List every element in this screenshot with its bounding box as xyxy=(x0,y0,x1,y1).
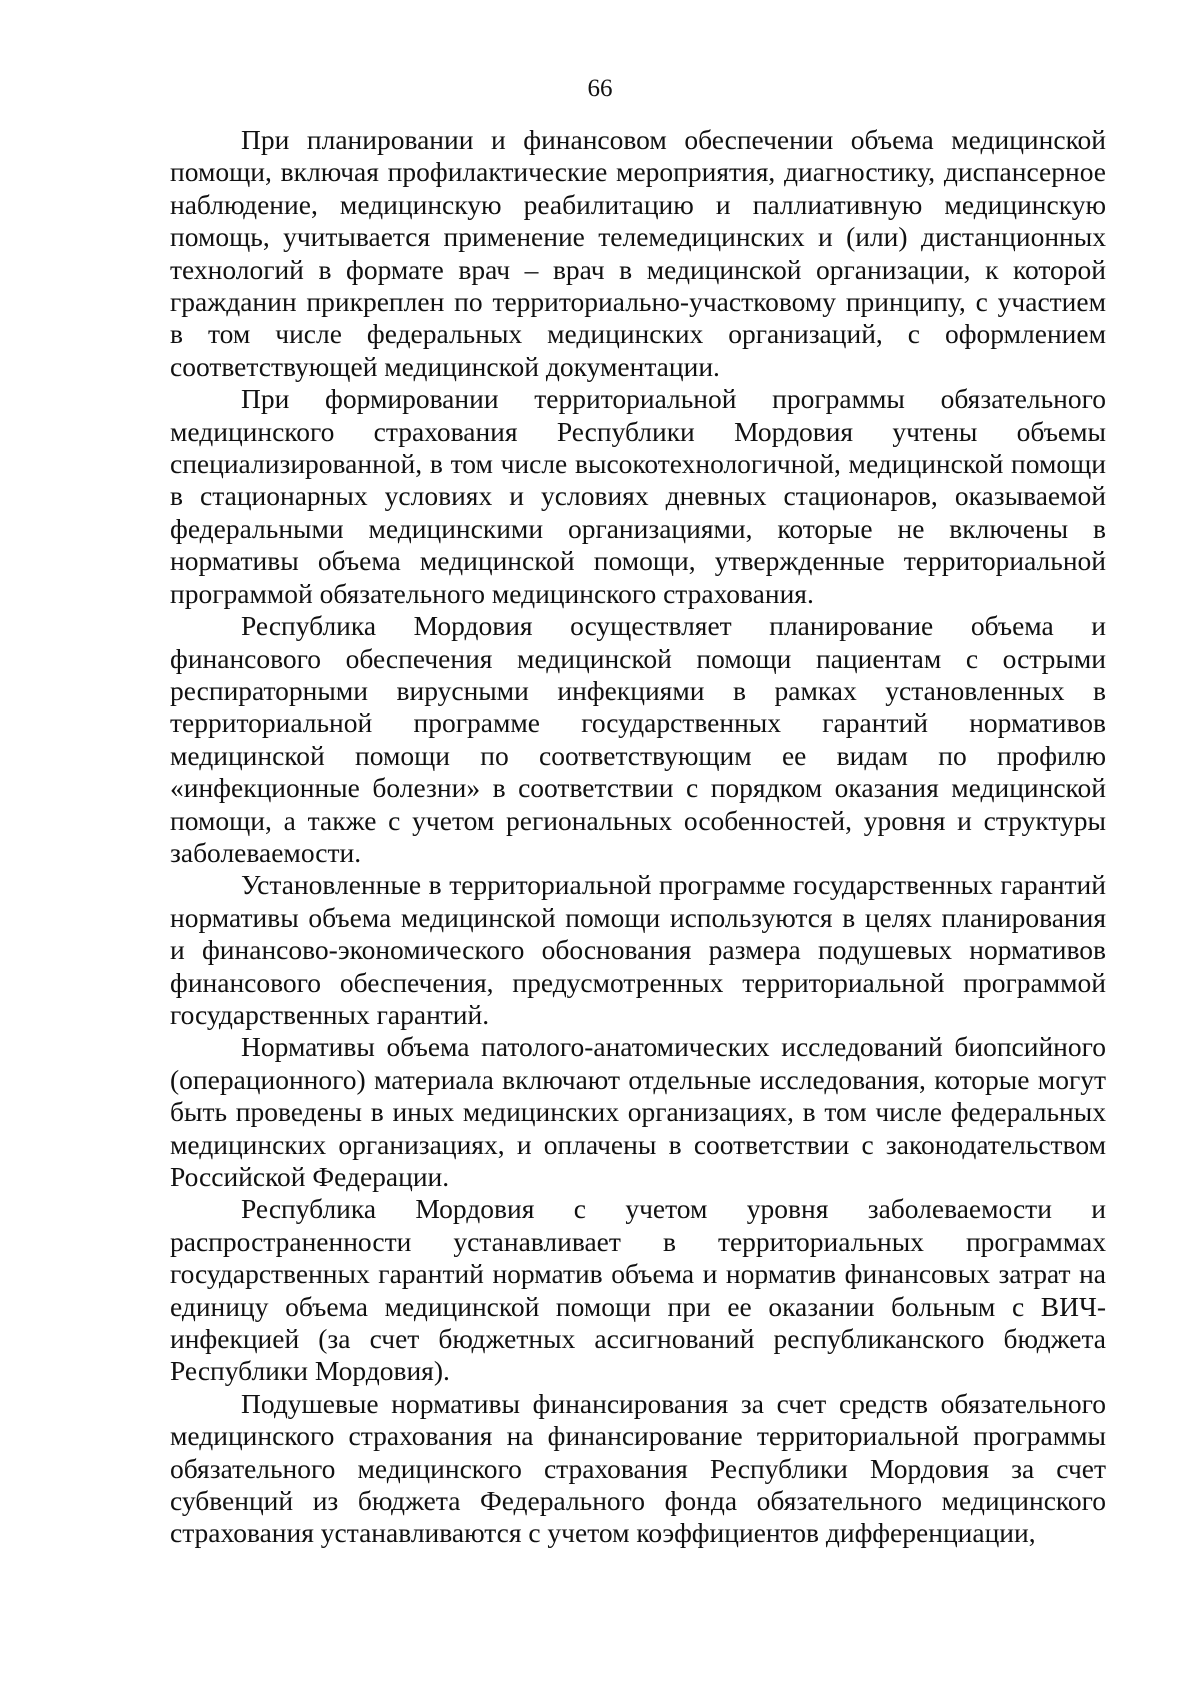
paragraph-respiratory-infections: Республика Мордовия осуществляет планирование объема и финансового обеспечения медицинской помощи пациентам с острыми респираторными вирусными инфекциями в рамках установленных в территориальной программе государственных гарантий нормативов медицинской помощи по соответствующим ее видам по профилю «инфекционные болезни» в соответствии с порядком оказания медицинской помощи, а также с учетом региональных особенностей, уровня и структуры заболеваемости. xyxy=(170,610,1106,868)
paragraph-volume-norms-purpose: Установленные в территориальной программе государственных гарантий нормативы объема медицинской помощи используются в целях планирования и финансово-экономического обоснования размера подушевых нормативов финансового обеспечения, предусмотренных территориальной программой государственных гарантий. xyxy=(170,869,1106,1030)
paragraph-hiv-norms: Республика Мордовия с учетом уровня заболеваемости и распространенности устанавливает в территориальных программах государственных гарантий норматив объема и норматив финансовых затрат на единицу объема медицинской помощи при ее оказании больным с ВИЧ-инфекцией (за счет бюджетных ассигнований республиканского бюджета Республики Мордовия). xyxy=(170,1193,1106,1387)
page-number: 66 xyxy=(587,75,613,102)
paragraph-per-capita-norms: Подушевые нормативы финансирования за счет средств обязательного медицинского страхования на финансирование территориальной программы обязательного медицинского страхования Республики Мордовия за счет субвенций из бюджета Федерального фонда обязательного медицинского страхования устанавливаются с учетом коэффициентов дифференциации, xyxy=(170,1387,1106,1549)
paragraph-pathology-studies: Нормативы объема патолого-анатомических исследований биопсийного (операционного) материала включают отдельные исследования, которые могут быть проведены в иных медицинских организациях, в том числе федеральных медицинских организациях, и оплачены в соответствии с законодательством Российской Федерации. xyxy=(170,1031,1106,1192)
document-body xyxy=(170,124,1106,1550)
paragraph-telemedicine: При планировании и финансовом обеспечении объема медицинской помощи, включая профилактические мероприятия, диагностику, диспансерное наблюдение, медицинскую реабилитацию и паллиативную медицинскую помощь, учитывается применение телемедицинских и (или) дистанционных технологий в формате врач – врач в медицинской организации, к которой гражданин прикреплен по территориально-участковому принципу, с участием в том числе федеральных медицинских организаций, с оформлением соответствующей медицинской документации. xyxy=(170,124,1106,382)
paragraph-federal-organizations: При формировании территориальной программы обязательного медицинского страхования Республики Мордовия учтены объемы специализированной, в том числе высокотехнологичной, медицинской помощи в стационарных условиях и условиях дневных стационаров, оказываемой федеральными медицинскими организациями, которые не включены в нормативы объема медицинской помощи, утвержденные территориальной программой обязательного медицинского страхования. xyxy=(170,383,1106,609)
